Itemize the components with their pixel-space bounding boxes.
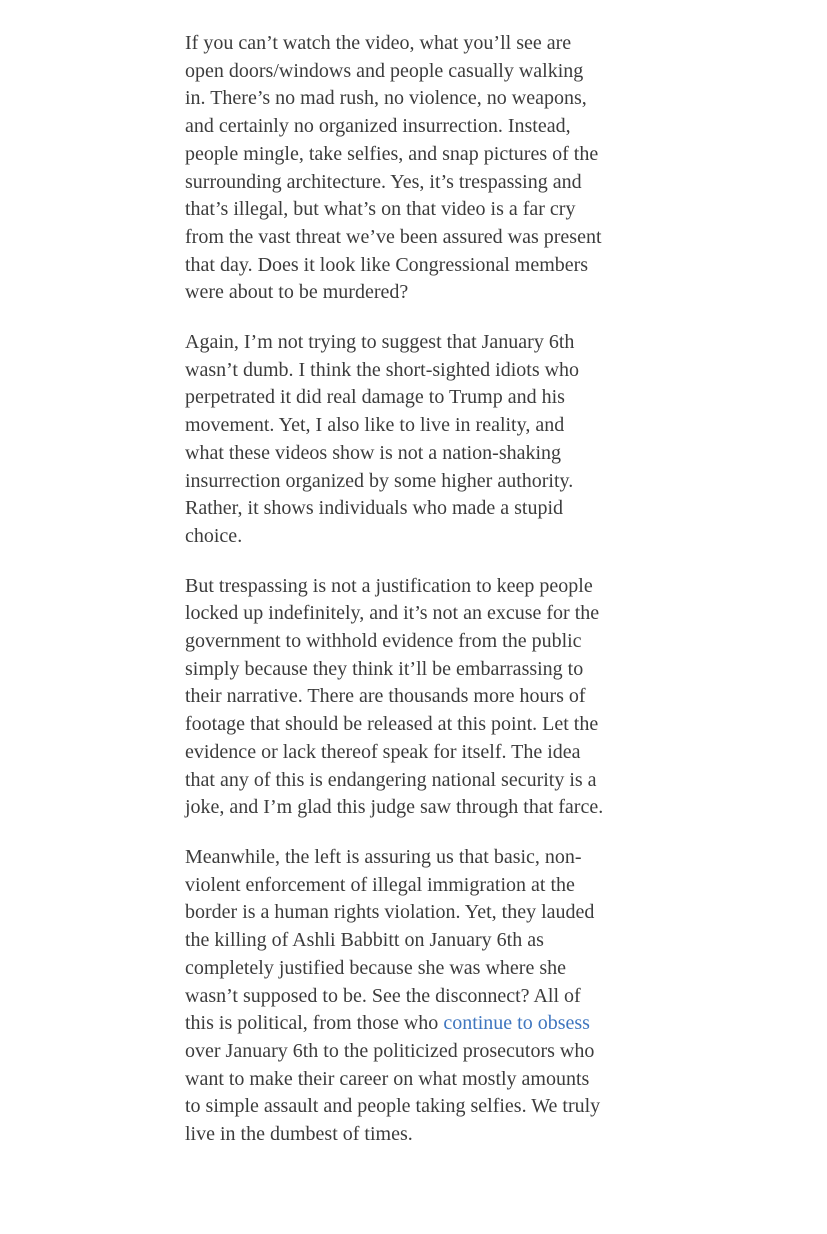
- article-body: [185, 30, 606, 1149]
- paragraph-3: But trespassing is not a justification to keep people locked up indefinitely, and it’s not an excuse for the government to withhold evidence from the public simply because they think it’ll be embarrassing to their narrative. There are thousands more hours of footage that should be released at this point. Let the evidence or lack thereof speak for itself. The idea that any of this is endangering national security is a joke, and I’m glad this judge saw through that farce.: [185, 574, 604, 819]
- continue-to-obsess-link[interactable]: continue to obsess: [443, 1012, 590, 1035]
- paragraph-4: [185, 844, 606, 1149]
- paragraph-4-text-before-link: Meanwhile, the left is assuring us that basic, non-violent enforcement of illegal immigration at the border is a human rights violation. Yet, they lauded the killing of Ashli Babbitt on January 6th as completely justified because she was where she wasn’t supposed to be. See the disconnect? All of this is political, from those who: [185, 845, 595, 1035]
- paragraph-1: If you can’t watch the video, what you’ll see are open doors/windows and people casually walking in. There’s no mad rush, no violence, no weapons, and certainly no organized insurrection. Instead, people mingle, take selfies, and snap pictures of the surrounding architecture. Yes, it’s trespassing and that’s illegal, but what’s on that video is a far cry from the vast threat we’ve been assured was present that day. Does it look like Congressional members were about to be murdered?: [185, 32, 602, 304]
- paragraph-4-text-after-link: over January 6th to the politicized prosecutors who want to make their career on what mostly amounts to simple assault and people taking selfies. We truly live in the dumbest of times.: [185, 1039, 601, 1146]
- paragraph-2: Again, I’m not trying to suggest that January 6th wasn’t dumb. I think the short-sighted idiots who perpetrated it did real damage to Trump and his movement. Yet, I also like to live in reality, and what these videos show is not a nation-shaking insurrection organized by some higher authority. Rather, it shows individuals who made a stupid choice.: [185, 331, 580, 547]
